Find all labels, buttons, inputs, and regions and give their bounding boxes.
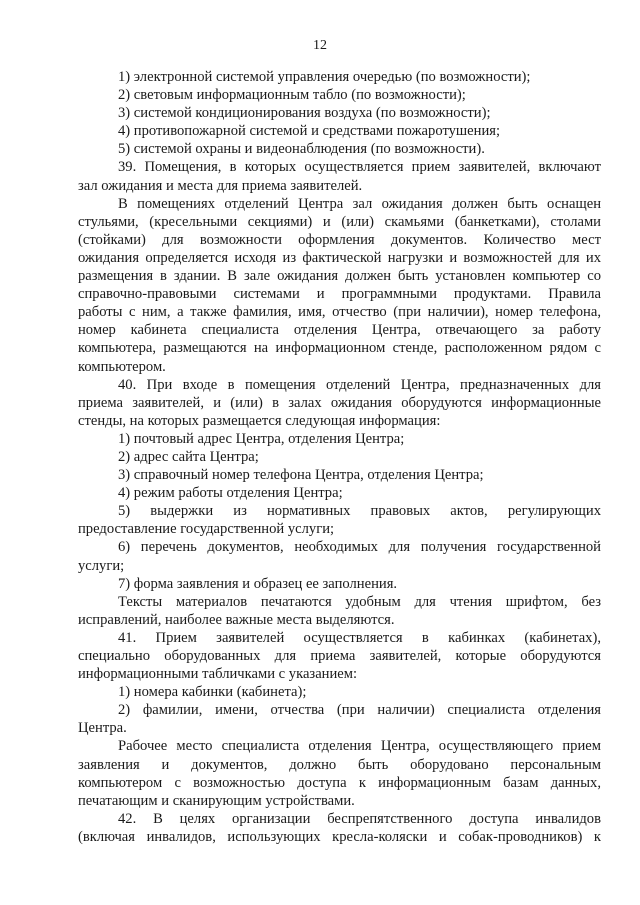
text-line: 5) системой охраны и видеонаблюдения (по возможности). xyxy=(118,141,485,158)
text-line: (стойками) для возможности оформления документов. Количество мест xyxy=(78,231,601,248)
text-line: 4) противопожарной системой и средствами пожаротушения; xyxy=(118,123,501,140)
text-line: 1) номера кабинки (кабинета); xyxy=(118,684,307,701)
text-line: размещения в здании. В зале ожидания должен быть установлен компьютер со xyxy=(78,268,601,285)
text-line: Центра. xyxy=(78,720,127,737)
text-line: В помещениях отделений Центра зал ожидания должен быть оснащен xyxy=(118,195,601,212)
text-line: 2) фамилии, имени, отчества (при наличии) специалиста отделения xyxy=(118,702,601,719)
text-line: зал ожидания и места для приема заявителей. xyxy=(78,177,363,194)
text-line: специально оборудованных для приема заявителей, которые оборудуются xyxy=(78,648,601,664)
text-line: 3) справочный номер телефона Центра, отделения Центра; xyxy=(118,467,484,484)
text-line: 40. При входе в помещения отделений Центра, предназначенных для xyxy=(118,376,601,393)
text-line: предоставление государственной услуги; xyxy=(78,521,335,538)
text-line: 2) адрес сайта Центра; xyxy=(118,448,259,465)
text-line: 1) электронной системой управления очередью (по возможности); xyxy=(118,69,531,85)
text-line: Тексты материалов печатаются удобным для чтения шрифтом, без xyxy=(118,593,601,610)
text-line: стенды, на которых размещается следующая информация: xyxy=(78,412,441,429)
text-line: 7) форма заявления и образец ее заполнения. xyxy=(118,575,398,592)
text-line: 5) выдержки из нормативных правовых актов, регулирующих xyxy=(118,503,601,520)
text-line: работы с ним, а также фамилия, имя, отчество (при наличии), номер телефона, xyxy=(78,304,601,321)
text-line: компьютером с возможностью доступа к информационным базам данных, xyxy=(78,774,601,791)
text-line: 41. Прием заявителей осуществляется в кабинках (кабинетах), xyxy=(118,629,601,646)
text-line: печатающим и сканирующим устройствами. xyxy=(78,792,355,809)
page-number: 12 xyxy=(313,38,327,53)
text-line: 6) перечень документов, необходимых для получения государственной xyxy=(118,539,601,556)
text-line: компьютером. xyxy=(78,358,166,375)
text-line: 3) системой кондиционирования воздуха (по возможности); xyxy=(118,105,491,122)
text-line: 39. Помещения, в которых осуществляется прием заявителей, включают xyxy=(118,159,601,176)
text-line: заявления и документов, должно быть оборудовано персональным xyxy=(78,756,601,773)
text-line: исправлений, наиболее важные места выделяются. xyxy=(78,611,395,628)
text-line: 2) световым информационным табло (по возможности); xyxy=(118,87,466,104)
text-line: 1) почтовый адрес Центра, отделения Центра; xyxy=(118,430,405,447)
text-line: услуги; xyxy=(78,557,125,574)
text-line: справочно-правовыми системами и программными продуктами. Правила xyxy=(78,286,601,303)
text-line: Рабочее место специалиста отделения Центра, осуществляющего прием xyxy=(118,738,601,755)
text-line: номер кабинета специалиста отделения Центра, отвечающего за работу xyxy=(78,322,601,339)
text-line: 4) режим работы отделения Центра; xyxy=(118,485,343,502)
text-line: стульями, (кресельными секциями) и (или) скамьями (банкетками), столами xyxy=(78,213,601,230)
text-line: компьютера, размещаются на информационном стенде, расположенном рядом с xyxy=(78,340,601,357)
document-body xyxy=(78,68,601,846)
text-line: ожидания определяется исходя из фактической нагрузки и возможностей для их xyxy=(78,249,601,266)
text-line: информационными табличками с указанием: xyxy=(78,666,358,683)
text-line: приема заявителей, и (или) в залах ожидания оборудуются информационные xyxy=(78,394,601,411)
text-line: 42. В целях организации беспрепятственного доступа инвалидов xyxy=(118,810,601,827)
text-line: (включая инвалидов, использующих кресла-коляски и собак-проводников) к xyxy=(78,828,601,845)
